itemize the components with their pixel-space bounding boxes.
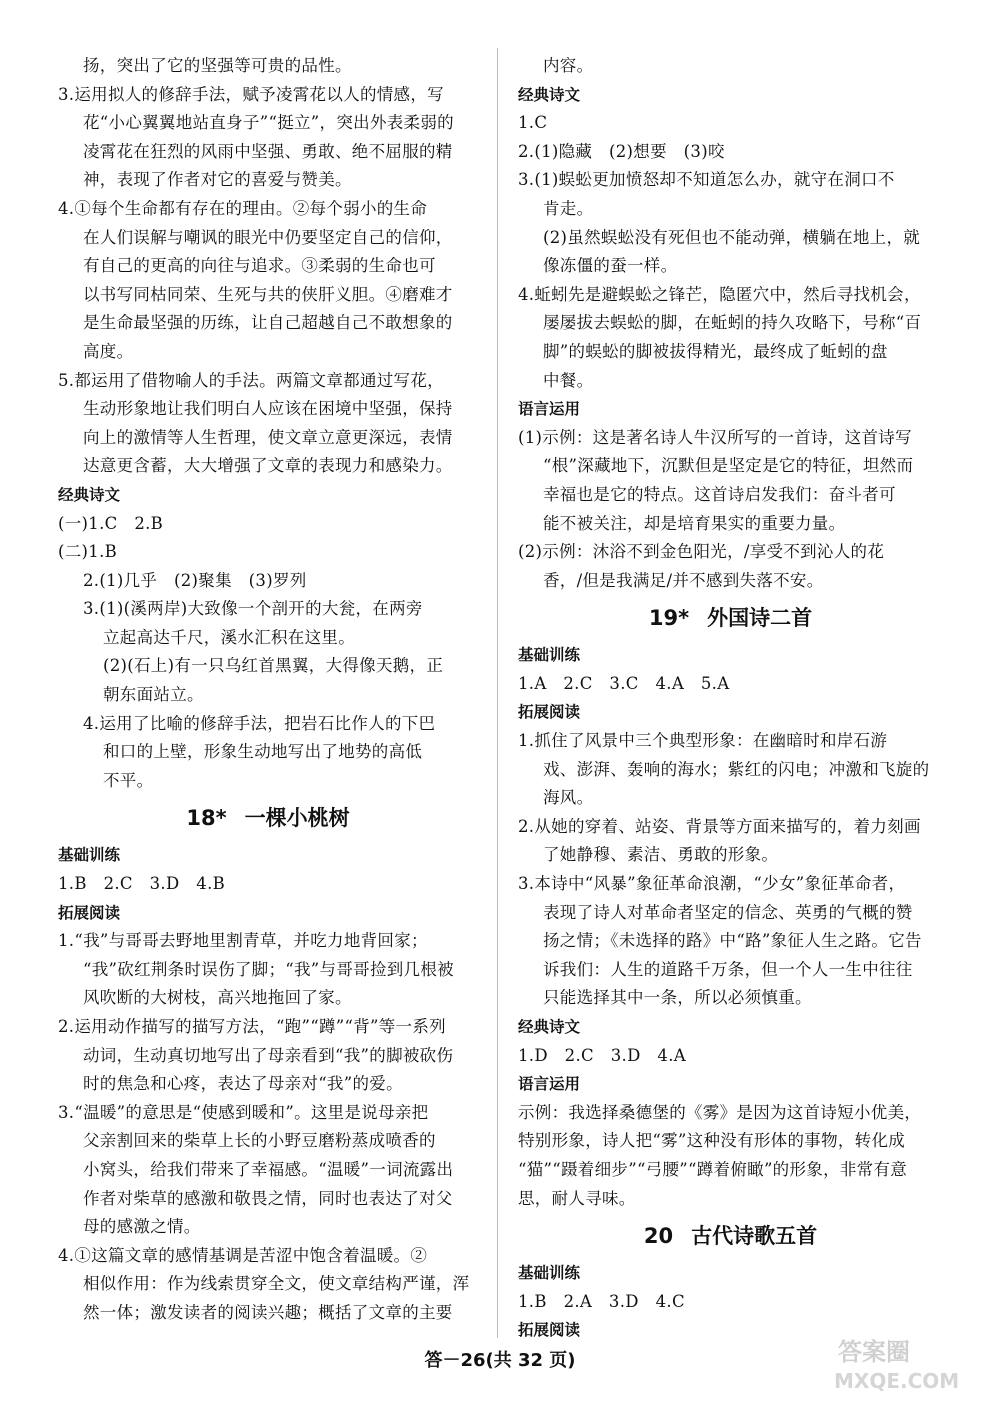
answer-line: 然一体；激发读者的阅读兴趣；概括了文章的主要: [83, 1302, 453, 1322]
answer-line: 诉我们：人生的道路千万条，但一个人一生中往往: [543, 959, 913, 979]
answer-line: (二)1.B: [58, 542, 118, 562]
answer-line: 4.①每个生命都有存在的理由。②每个弱小的生命: [58, 198, 428, 218]
answer-line: 特别形象，诗人把“雾”这种没有形体的事物，转化成: [518, 1131, 906, 1151]
answer-line: 4.运用了比喻的修辞手法，把岩石比作人的下巴: [83, 713, 436, 733]
answer-line: 扬，突出了它的坚强等可贵的品性。: [83, 56, 352, 75]
section-number: 19*: [648, 606, 690, 631]
answer-line: 像冻僵的蚕一样。: [543, 256, 678, 276]
answer-line: 2.(1)隐藏 (2)想要 (3)咬: [518, 141, 725, 161]
answer-line: 凌霄花在狂烈的风雨中坚强、勇敢、绝不屈服的精: [83, 141, 453, 161]
answer-line: 1.“我”与哥哥去野地里割青草，并吃力地背回家；: [58, 931, 428, 951]
answer-line: 生动形象地让我们明白人应该在困境中坚强，保持: [83, 399, 453, 419]
answer-line: 示例：我选择桑德堡的《雾》是因为这首诗短小优美，: [518, 1102, 922, 1122]
answer-line: 1.B 2.A 3.D 4.C: [518, 1291, 685, 1311]
answer-line: 思，耐人寻味。: [518, 1188, 636, 1208]
answer-line: (1)示例：这是著名诗人牛汉所写的一首诗，这首诗写: [518, 427, 912, 447]
answer-line: 3.“温暖”的意思是“使感到暖和”。这里是说母亲把: [58, 1102, 429, 1122]
answer-line: 中餐。: [543, 370, 594, 390]
answer-line: 2.运用动作描写的描写方法，“跑”“蹲”“背”等一系列: [58, 1017, 446, 1036]
answer-line: 朝东面站立。: [103, 685, 204, 705]
answer-line: 2.(1)几乎 (2)聚集 (3)罗列: [83, 570, 307, 590]
subsection-heading: 经典诗文: [518, 85, 581, 104]
subsection-heading: 拓展阅读: [518, 1321, 581, 1340]
subsection-heading: 经典诗文: [58, 485, 121, 504]
answer-line: 能不被关注，却是培育果实的重要力量。: [543, 513, 846, 533]
answer-line: 相似作用：作为线索贯穿全文，使文章结构严谨，浑: [83, 1274, 470, 1294]
answer-line: 幸福也是它的特点。这首诗启发我们：奋斗者可: [543, 484, 896, 504]
answer-line: 母的感激之情。: [83, 1217, 201, 1237]
answer-line: 高度。: [83, 341, 134, 361]
answer-line: 1.B 2.C 3.D 4.B: [58, 874, 226, 894]
watermark-line1: 答案圈: [838, 1338, 910, 1366]
answer-line: (2)示例：沐浴不到金色阳光，/享受不到沁人的花: [518, 542, 885, 562]
answer-line: 了她静穆、素洁、勇敢的形象。: [543, 845, 779, 865]
answer-line: 香，/但是我满足/并不感到失落不安。: [543, 570, 824, 590]
answer-line: 表现了诗人对革命者坚定的信念、英勇的气概的赞: [543, 902, 913, 922]
answer-line: 花“小心翼翼地站直身子”“挺立”，突出外表柔弱的: [83, 113, 454, 133]
subsection-heading: 拓展阅读: [518, 703, 581, 722]
answer-line: 立起高达千尺，溪水汇积在这里。: [103, 627, 355, 647]
watermark-line2: MXQE.COM: [834, 1369, 960, 1393]
answer-line: “根”深藏地下，沉默但是坚定是它的特征，坦然而: [543, 456, 914, 476]
answer-line: 脚”的蜈蚣的脚被拔得精光，最终成了蚯蚓的盘: [543, 341, 888, 361]
answer-line: 3.运用拟人的修辞手法，赋予凌霄花以人的情感，写: [58, 84, 444, 104]
section-title-text: 外国诗二首: [707, 606, 813, 631]
answer-line: 不平。: [103, 770, 154, 790]
answer-line: 达意更含蓄，大大增强了文章的表现力和感染力。: [83, 456, 453, 476]
answer-line: 4.蚯蚓先是避蜈蚣之锋芒，隐匿穴中，然后寻找机会，: [518, 284, 921, 304]
section-title: [518, 1213, 943, 1259]
answer-line: 作者对柴草的感激和敬畏之情，同时也表达了对父: [83, 1188, 453, 1208]
answer-line: 是生命最坚强的历练，让自己超越自己不敢想象的: [83, 313, 453, 333]
answer-line: 风吹断的大树枝，高兴地拖回了家。: [83, 988, 352, 1008]
answer-line: 肯走。: [543, 198, 594, 218]
answer-line: 1.A 2.C 3.C 4.A 5.A: [518, 673, 730, 693]
subsection-heading: 语言运用: [518, 400, 581, 419]
answer-line: 动词，生动真切地写出了母亲看到“我”的脚被砍伤: [83, 1045, 454, 1065]
column-divider: [497, 48, 498, 1338]
answer-line: 屡屡拔去蜈蚣的脚，在蚯蚓的持久攻略下，号称“百: [543, 313, 922, 333]
answer-line: 向上的激情等人生哲理，使文章立意更深远，表情: [83, 427, 453, 447]
answer-line: 以书写同枯同荣、生死与共的侠肝义胆。④磨难才: [83, 284, 453, 304]
subsection-heading: 拓展阅读: [58, 903, 121, 922]
section-title-text: 古代诗歌五首: [691, 1224, 818, 1249]
answer-line: 父亲割回来的柴草上长的小野豆磨粉蒸成喷香的: [83, 1131, 436, 1151]
subsection-heading: 语言运用: [518, 1075, 581, 1094]
subsection-heading: 基础训练: [518, 1264, 581, 1283]
answer-line: 扬之情；《未选择的路》中“路”象征人生之路。它告: [543, 931, 922, 951]
answer-line: 1.D 2.C 3.D 4.A: [518, 1045, 686, 1065]
watermark-logo: [828, 1332, 978, 1396]
subsection-heading: 基础训练: [518, 646, 581, 665]
subsection-heading: 基础训练: [58, 846, 121, 865]
subsection-heading: 经典诗文: [518, 1018, 581, 1036]
answer-line: 5.都运用了借物喻人的手法。两篇文章都通过写花，: [58, 370, 444, 390]
answer-line: 小窝头，给我们带来了幸福感。“温暖”一词流露出: [83, 1159, 454, 1179]
answer-line: 3.(1)(溪两岸)大致像一个剖开的大瓮，在两旁: [83, 599, 423, 619]
answer-line: 海风。: [543, 788, 594, 808]
answer-line: 3.本诗中“风暴”象征革命浪潮，“少女”象征革命者，: [518, 874, 906, 894]
answer-line: 2.从她的穿着、站姿、背景等方面来描写的，着力刻画: [518, 816, 921, 836]
section-title-text: 一棵小桃树: [244, 806, 350, 831]
answer-line: 只能选择其中一条，所以必须慎重。: [543, 988, 812, 1008]
answer-line: (2)虽然蜈蚣没有死但也不能动弹，横躺在地上，就: [543, 227, 921, 247]
answer-line: 3.(1)蜈蚣更加愤怒却不知道怎么办，就守在洞口不: [518, 170, 895, 190]
answer-line: 内容。: [543, 56, 594, 75]
answer-line: (一)1.C 2.B: [58, 513, 164, 533]
answer-line: 1.抓住了风景中三个典型形象：在幽暗时和岸石游: [518, 731, 888, 751]
answer-line: 1.C: [518, 113, 548, 133]
left-column: [58, 52, 478, 1328]
section-title: [518, 595, 943, 641]
answer-line: 神，表现了作者对它的喜爱与赞美。: [83, 170, 352, 190]
section-title: [58, 795, 478, 841]
answer-line: 戏、澎湃、轰响的海水；紫红的闪电；冲激和飞旋的: [543, 759, 930, 779]
answer-line: 有自己的更高的向往与追求。③柔弱的生命也可: [83, 256, 436, 276]
answer-line: 在人们误解与嘲讽的眼光中仍要坚定自己的信仰，: [83, 227, 453, 247]
right-column: [518, 52, 943, 1345]
answer-line: (2)(石上)有一只乌红首黑翼，大得像天鹅，正: [103, 656, 444, 676]
section-number: 18*: [186, 806, 227, 831]
section-number: 20: [643, 1224, 674, 1249]
answer-line: “猫”“蹑着细步”“弓腰”“蹲着俯瞰”的形象，非常有意: [518, 1159, 908, 1179]
answer-line: 4.①这篇文章的感情基调是苦涩中饱含着温暖。②: [58, 1245, 428, 1265]
page-footer: 答－26(共 32 页): [424, 1350, 576, 1371]
answer-line: 和口的上壁，形象生动地写出了地势的高低: [103, 742, 423, 762]
answer-line: “我”砍红荆条时误伤了脚；“我”与哥哥捡到几根被: [83, 959, 454, 979]
answer-line: 时的焦急和心疼，表达了母亲对“我”的爱。: [83, 1074, 403, 1094]
